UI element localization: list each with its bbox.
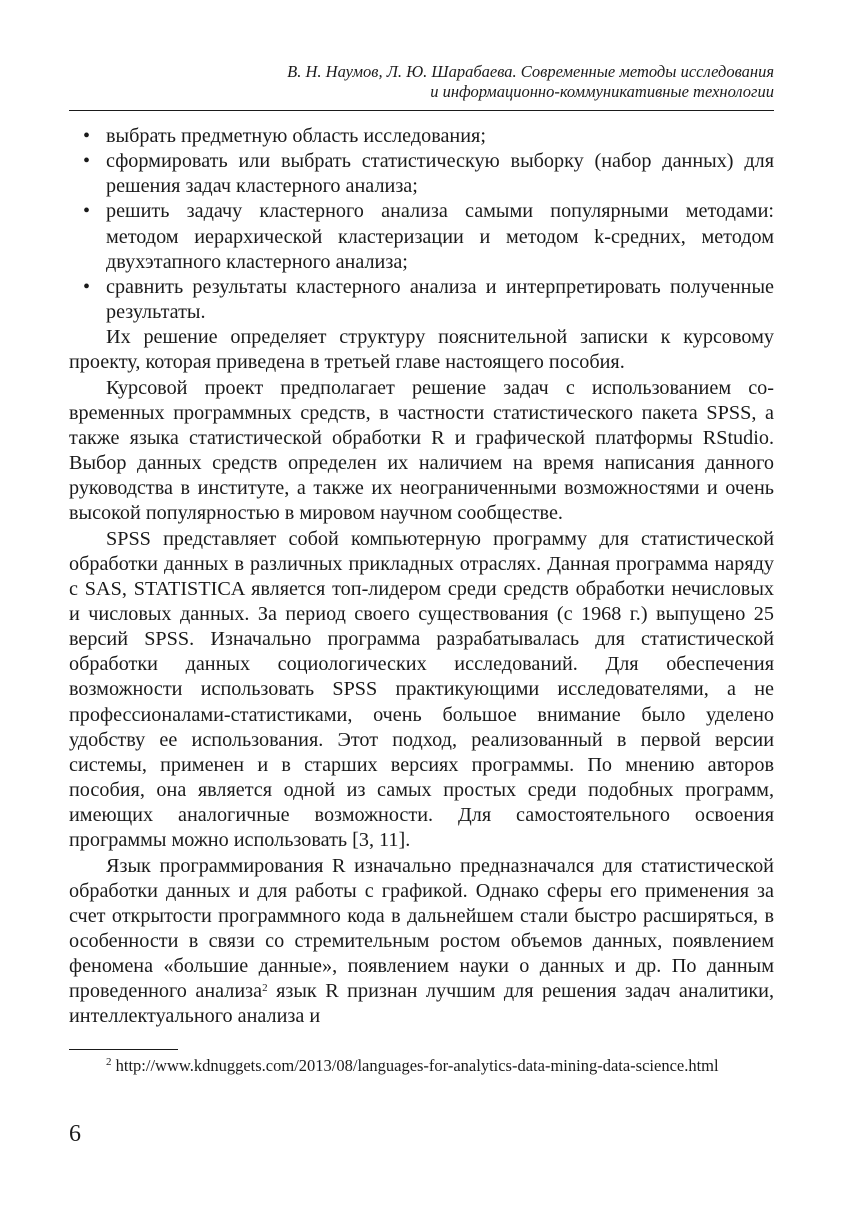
- footnote-url-link[interactable]: http://www.kdnuggets.com/2013/08/languages-for-analytics-data-mining-data-science.html: [111, 1056, 719, 1075]
- paragraph: SPSS представляет собой компьютерную программу для статистической обработки данных в различных прикладных отраслях. Данная программа наряду с SAS, STATISTICA является топ-лидером среди средств обработки нечисловых и числовых данных. За период своего существования (с 1968 г.) выпущено 25 версий SPSS. Изначально программа разрабатывалась для статистической обработки данных социологических исследований. Для обеспечения возможности использовать SPSS практикующими исследователями, а не профессионалами-статистиками, очень большое внимание было уделено удобству ее использования. Этот подход, реализованный в первой версии системы, применен и в старших версиях программы. По мнению авторов пособия, она является одной из самых простых среди подобных программ, имеющих аналогичные возможности. Для самостоятельного освоения программы можно использовать [3, 11].: [69, 527, 774, 852]
- paragraph: Их решение определяет структуру пояснительной записки к курсовому проекту, которая приведена в третьей главе настоящего пособия.: [69, 326, 774, 374]
- bullet-icon: •: [83, 125, 91, 147]
- footnote-divider: [69, 1049, 178, 1050]
- bullet-icon: •: [83, 200, 91, 223]
- list-item: • выбрать предметную область исследования;: [69, 124, 774, 149]
- main-text: [69, 124, 774, 1030]
- running-head-line-1: В. Н. Наумов, Л. Ю. Шарабаева. Современные методы исследования: [287, 62, 774, 81]
- running-head: [69, 62, 774, 102]
- footnote-mark: 2: [106, 1056, 112, 1068]
- footnote-reference[interactable]: 2: [262, 982, 268, 995]
- list-item: • сформировать или выбрать статистическую выборку (набор данных) для решения задач кластерного анализа;: [83, 150, 774, 198]
- running-head-line-2: и информационно-коммуникативные технологии: [430, 82, 774, 101]
- paragraph: Курсовой проект предполагает решение задач с использованием современных программных средств, в частности статистического пакета SPSS, а также языка статистической обработки R и графической платформы RStudio. Выбор данных средств определен их наличием на время написания данного руководства в институте, а также их неограниченными возможностями и очень высокой популярностью в мировом научном сообществе.: [69, 376, 774, 525]
- list-item: • сравнить результаты кластерного анализа и интерпретировать полученные результаты.: [83, 275, 774, 324]
- bullet-icon: •: [83, 150, 91, 173]
- header-divider: [69, 110, 774, 111]
- bullet-icon: •: [83, 275, 91, 298]
- task-list: [69, 124, 774, 325]
- paragraph: Язык программирования R изначально предназначался для статистической обработки данных и для работы с графикой. Однако сферы его применения за счет открытости программного кода в дальнейшем стали быстро расширяться, в особенности в связи со стремительным ростом объемов данных, появлением феномена «большие данные», появлением науки о данных и др. По данным проведенного анализа$^2$ язык R признан лучшим для решения задач аналитики, интеллектуального анализа и: [69, 854, 774, 1028]
- page-number: 6: [69, 1121, 81, 1147]
- footnote: [69, 1054, 774, 1078]
- list-item: • решить задачу кластерного анализа самыми популярными методами: методом иерархической кластеризации и методом k-средних, методом двухэтапного кластерного анализа;: [83, 200, 774, 273]
